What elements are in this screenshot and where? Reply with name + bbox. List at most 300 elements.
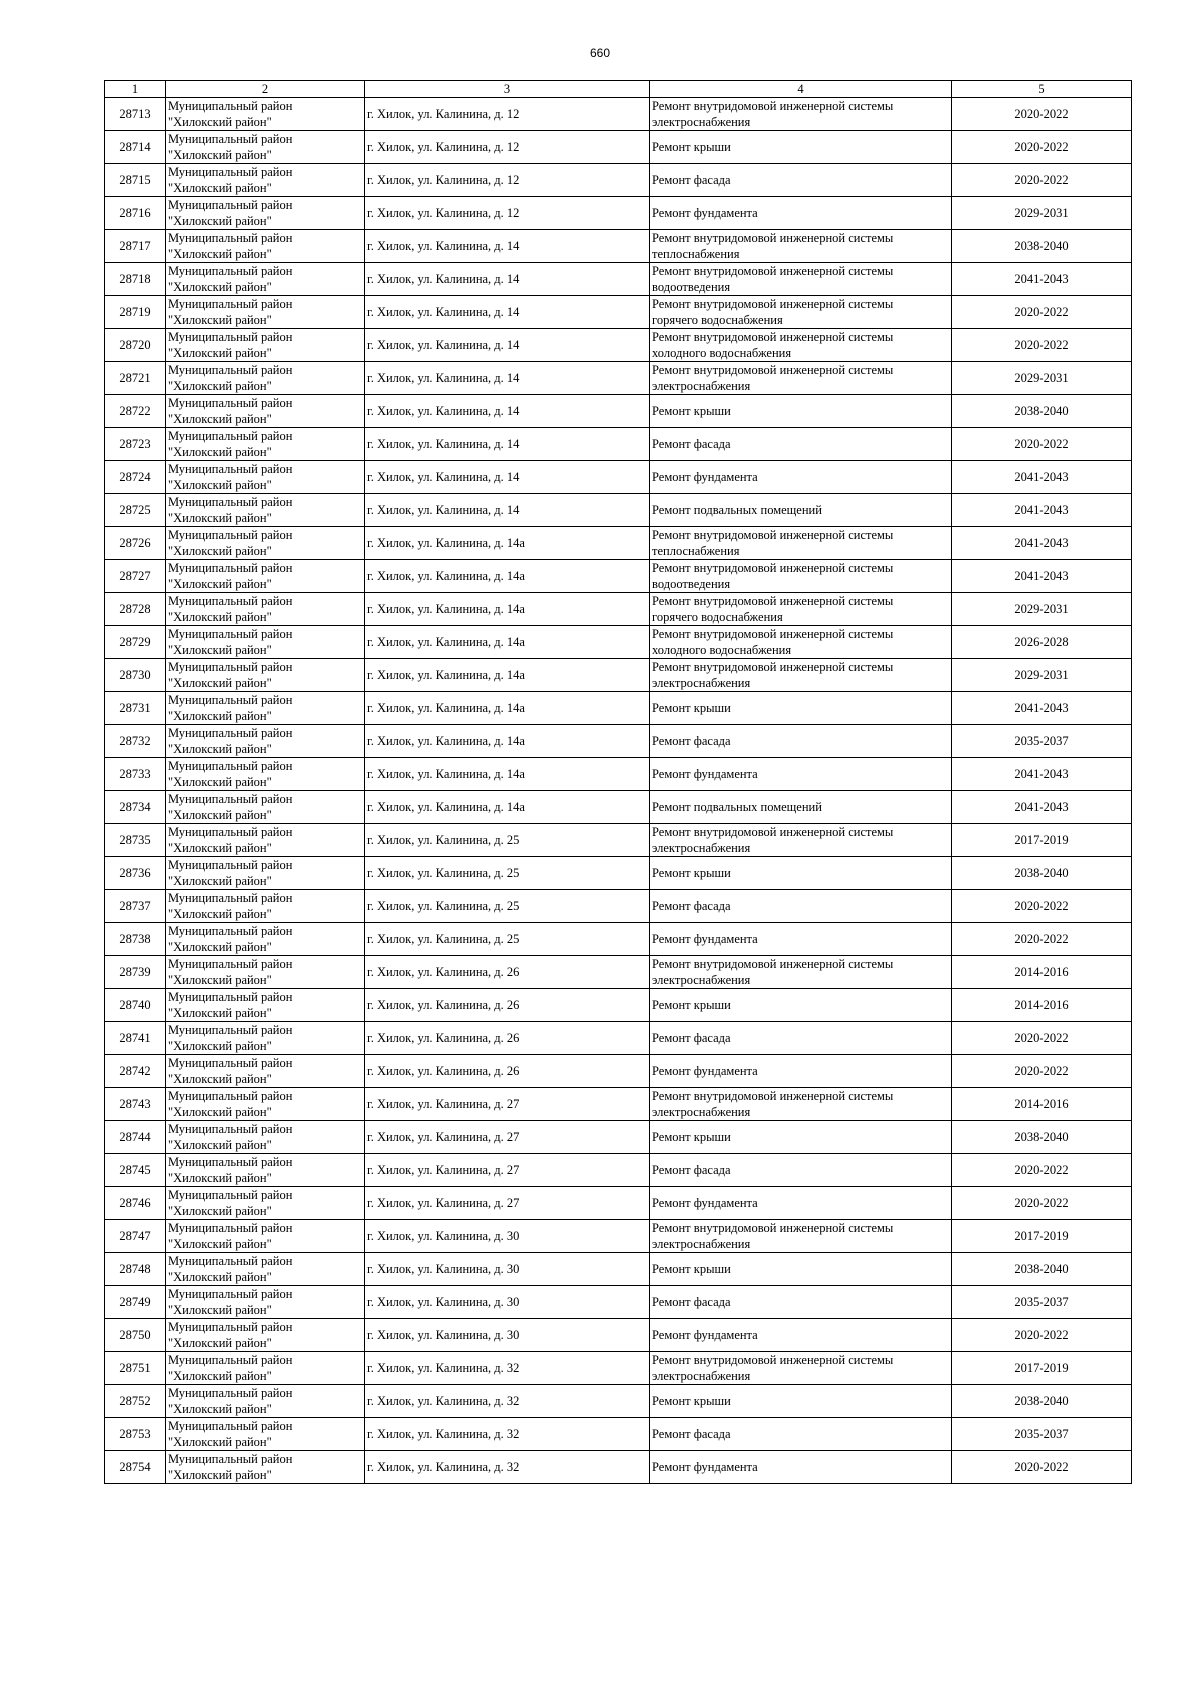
municipality-line: Муниципальный район	[168, 1386, 293, 1400]
municipality-line: Муниципальный район	[168, 495, 293, 509]
period-cell: 2041-2043	[952, 263, 1132, 296]
period-cell: 2041-2043	[952, 494, 1132, 527]
column-header: 2	[166, 81, 365, 98]
work-type-cell	[650, 1253, 952, 1286]
address-cell: г. Хилок, ул. Калинина, д. 32	[365, 1418, 650, 1451]
municipality-line: Муниципальный район	[168, 561, 293, 575]
period-cell: 2038-2040	[952, 230, 1132, 263]
municipality-line: "Хилокский район"	[168, 1270, 272, 1284]
column-number-row	[105, 81, 1132, 98]
table-row	[105, 593, 1132, 626]
column-header: 4	[650, 81, 952, 98]
period-cell: 2029-2031	[952, 197, 1132, 230]
municipality-line: "Хилокский район"	[168, 676, 272, 690]
municipality-line: Муниципальный район	[168, 1155, 293, 1169]
work-type-cell	[650, 1187, 952, 1220]
work-type-cell	[650, 824, 952, 857]
period-cell: 2020-2022	[952, 890, 1132, 923]
table-row	[105, 626, 1132, 659]
municipality-cell	[166, 230, 365, 263]
address-cell: г. Хилок, ул. Калинина, д. 12	[365, 164, 650, 197]
work-type-line: Ремонт крыши	[652, 1130, 731, 1144]
municipality-line: "Хилокский район"	[168, 775, 272, 789]
work-type-line: водоотведения	[652, 577, 731, 591]
address-cell: г. Хилок, ул. Калинина, д. 27	[365, 1088, 650, 1121]
work-type-cell	[650, 230, 952, 263]
municipality-line: "Хилокский район"	[168, 1138, 272, 1152]
municipality-line: Муниципальный район	[168, 1287, 293, 1301]
row-number-cell: 28750	[105, 1319, 166, 1352]
municipality-line: Муниципальный район	[168, 990, 293, 1004]
municipality-line: Муниципальный район	[168, 165, 293, 179]
municipality-line: Муниципальный район	[168, 825, 293, 839]
work-type-line: Ремонт фасада	[652, 1427, 731, 1441]
municipality-line: Муниципальный район	[168, 759, 293, 773]
row-number-cell: 28740	[105, 989, 166, 1022]
period-cell: 2020-2022	[952, 1319, 1132, 1352]
row-number-cell: 28751	[105, 1352, 166, 1385]
work-type-line: электроснабжения	[652, 841, 751, 855]
work-type-line: электроснабжения	[652, 1105, 751, 1119]
municipality-cell	[166, 428, 365, 461]
period-cell: 2041-2043	[952, 791, 1132, 824]
municipality-cell	[166, 1187, 365, 1220]
address-cell: г. Хилок, ул. Калинина, д. 32	[365, 1385, 650, 1418]
work-type-line: электроснабжения	[652, 1237, 751, 1251]
period-cell: 2029-2031	[952, 593, 1132, 626]
address-cell: г. Хилок, ул. Калинина, д. 14а	[365, 692, 650, 725]
municipality-line: "Хилокский район"	[168, 379, 272, 393]
work-type-cell	[650, 428, 952, 461]
work-type-line: холодного водоснабжения	[652, 346, 792, 360]
row-number-cell: 28752	[105, 1385, 166, 1418]
municipality-line: Муниципальный район	[168, 1419, 293, 1433]
municipality-line: "Хилокский район"	[168, 445, 272, 459]
period-cell: 2020-2022	[952, 1451, 1132, 1484]
municipality-line: Муниципальный район	[168, 858, 293, 872]
period-cell: 2038-2040	[952, 1253, 1132, 1286]
municipality-line: Муниципальный район	[168, 363, 293, 377]
work-type-line: Ремонт внутридомовой инженерной системы	[652, 561, 894, 575]
row-number-cell: 28738	[105, 923, 166, 956]
period-cell: 2026-2028	[952, 626, 1132, 659]
municipality-line: Муниципальный район	[168, 1221, 293, 1235]
work-type-cell	[650, 1286, 952, 1319]
work-type-line: Ремонт фасада	[652, 734, 731, 748]
municipality-cell	[166, 890, 365, 923]
address-cell: г. Хилок, ул. Калинина, д. 25	[365, 857, 650, 890]
municipality-line: "Хилокский район"	[168, 643, 272, 657]
table-row	[105, 1187, 1132, 1220]
municipality-line: Муниципальный район	[168, 1353, 293, 1367]
municipality-line: "Хилокский район"	[168, 247, 272, 261]
address-cell: г. Хилок, ул. Калинина, д. 27	[365, 1154, 650, 1187]
municipality-cell	[166, 98, 365, 131]
municipality-line: "Хилокский район"	[168, 610, 272, 624]
table-row	[105, 1352, 1132, 1385]
municipality-line: Муниципальный район	[168, 1122, 293, 1136]
row-number-cell: 28722	[105, 395, 166, 428]
work-type-line: Ремонт внутридомовой инженерной системы	[652, 330, 894, 344]
work-type-line: холодного водоснабжения	[652, 643, 792, 657]
municipality-cell	[166, 1121, 365, 1154]
address-cell: г. Хилок, ул. Калинина, д. 14а	[365, 791, 650, 824]
work-type-line: Ремонт крыши	[652, 404, 731, 418]
work-type-line: Ремонт фасада	[652, 1163, 731, 1177]
table-row	[105, 494, 1132, 527]
row-number-cell: 28714	[105, 131, 166, 164]
work-type-line: Ремонт фасада	[652, 1031, 731, 1045]
address-cell: г. Хилок, ул. Калинина, д. 14	[365, 329, 650, 362]
address-cell: г. Хилок, ул. Калинина, д. 14а	[365, 725, 650, 758]
work-type-line: Ремонт фасада	[652, 899, 731, 913]
column-header: 5	[952, 81, 1132, 98]
municipality-cell	[166, 791, 365, 824]
row-number-cell: 28744	[105, 1121, 166, 1154]
work-type-cell	[650, 1088, 952, 1121]
municipality-cell	[166, 1352, 365, 1385]
work-type-cell	[650, 461, 952, 494]
municipality-line: "Хилокский район"	[168, 280, 272, 294]
work-type-line: Ремонт крыши	[652, 140, 731, 154]
work-type-cell	[650, 890, 952, 923]
work-type-cell	[650, 1022, 952, 1055]
work-type-line: Ремонт внутридомовой инженерной системы	[652, 825, 894, 839]
period-cell: 2041-2043	[952, 692, 1132, 725]
municipality-cell	[166, 626, 365, 659]
period-cell: 2020-2022	[952, 296, 1132, 329]
work-type-cell	[650, 329, 952, 362]
period-cell: 2029-2031	[952, 659, 1132, 692]
work-type-line: Ремонт внутридомовой инженерной системы	[652, 627, 894, 641]
municipality-line: "Хилокский район"	[168, 841, 272, 855]
period-cell: 2014-2016	[952, 1088, 1132, 1121]
table-row	[105, 791, 1132, 824]
work-type-line: водоотведения	[652, 280, 731, 294]
municipality-line: Муниципальный район	[168, 693, 293, 707]
table-row	[105, 230, 1132, 263]
address-cell: г. Хилок, ул. Калинина, д. 14	[365, 230, 650, 263]
work-type-cell	[650, 1055, 952, 1088]
table-row	[105, 1022, 1132, 1055]
work-type-line: Ремонт фундамента	[652, 767, 758, 781]
period-cell: 2035-2037	[952, 1286, 1132, 1319]
municipality-cell	[166, 857, 365, 890]
work-type-cell	[650, 692, 952, 725]
address-cell: г. Хилок, ул. Калинина, д. 14а	[365, 593, 650, 626]
table-row	[105, 1121, 1132, 1154]
work-type-cell	[650, 1451, 952, 1484]
table-row	[105, 1253, 1132, 1286]
work-type-cell	[650, 197, 952, 230]
period-cell: 2020-2022	[952, 1154, 1132, 1187]
address-cell: г. Хилок, ул. Калинина, д. 30	[365, 1220, 650, 1253]
address-cell: г. Хилок, ул. Калинина, д. 26	[365, 989, 650, 1022]
municipality-cell	[166, 1088, 365, 1121]
municipality-line: Муниципальный район	[168, 627, 293, 641]
work-type-cell	[650, 1418, 952, 1451]
work-type-cell	[650, 956, 952, 989]
municipality-cell	[166, 923, 365, 956]
municipality-cell	[166, 1022, 365, 1055]
address-cell: г. Хилок, ул. Калинина, д. 26	[365, 1022, 650, 1055]
address-cell: г. Хилок, ул. Калинина, д. 14	[365, 395, 650, 428]
municipality-line: Муниципальный район	[168, 264, 293, 278]
row-number-cell: 28729	[105, 626, 166, 659]
row-number-cell: 28713	[105, 98, 166, 131]
period-cell: 2014-2016	[952, 956, 1132, 989]
work-type-cell	[650, 659, 952, 692]
table-row	[105, 1286, 1132, 1319]
municipality-line: "Хилокский район"	[168, 577, 272, 591]
period-cell: 2020-2022	[952, 131, 1132, 164]
work-type-line: Ремонт внутридомовой инженерной системы	[652, 594, 894, 608]
row-number-cell: 28725	[105, 494, 166, 527]
work-type-line: Ремонт крыши	[652, 701, 731, 715]
municipality-line: "Хилокский район"	[168, 907, 272, 921]
work-type-line: Ремонт внутридомовой инженерной системы	[652, 957, 894, 971]
address-cell: г. Хилок, ул. Калинина, д. 14	[365, 461, 650, 494]
address-cell: г. Хилок, ул. Калинина, д. 27	[365, 1187, 650, 1220]
work-type-line: Ремонт внутридомовой инженерной системы	[652, 1221, 894, 1235]
address-cell: г. Хилок, ул. Калинина, д. 32	[365, 1352, 650, 1385]
row-number-cell: 28717	[105, 230, 166, 263]
row-number-cell: 28728	[105, 593, 166, 626]
municipality-line: "Хилокский район"	[168, 214, 272, 228]
address-cell: г. Хилок, ул. Калинина, д. 27	[365, 1121, 650, 1154]
column-header: 1	[105, 81, 166, 98]
work-type-line: Ремонт крыши	[652, 866, 731, 880]
period-cell: 2014-2016	[952, 989, 1132, 1022]
work-type-line: Ремонт фундамента	[652, 470, 758, 484]
row-number-cell: 28735	[105, 824, 166, 857]
address-cell: г. Хилок, ул. Калинина, д. 32	[365, 1451, 650, 1484]
work-type-cell	[650, 989, 952, 1022]
row-number-cell: 28727	[105, 560, 166, 593]
municipality-line: "Хилокский район"	[168, 709, 272, 723]
municipality-cell	[166, 593, 365, 626]
municipality-line: "Хилокский район"	[168, 1468, 272, 1482]
work-type-line: горячего водоснабжения	[652, 610, 783, 624]
page-number: 660	[589, 46, 611, 60]
row-number-cell: 28721	[105, 362, 166, 395]
municipality-line: Муниципальный район	[168, 792, 293, 806]
address-cell: г. Хилок, ул. Калинина, д. 14	[365, 296, 650, 329]
table-row	[105, 164, 1132, 197]
period-cell: 2017-2019	[952, 1352, 1132, 1385]
table-row	[105, 725, 1132, 758]
municipality-cell	[166, 1319, 365, 1352]
period-cell: 2041-2043	[952, 560, 1132, 593]
municipality-line: "Хилокский район"	[168, 973, 272, 987]
municipality-line: Муниципальный район	[168, 330, 293, 344]
row-number-cell: 28741	[105, 1022, 166, 1055]
work-type-line: Ремонт внутридомовой инженерной системы	[652, 264, 894, 278]
municipality-line: Муниципальный район	[168, 1320, 293, 1334]
municipality-line: Муниципальный район	[168, 132, 293, 146]
row-number-cell: 28715	[105, 164, 166, 197]
municipality-line: "Хилокский район"	[168, 478, 272, 492]
municipality-cell	[166, 1154, 365, 1187]
table-row	[105, 296, 1132, 329]
work-type-line: Ремонт внутридомовой инженерной системы	[652, 363, 894, 377]
row-number-cell: 28719	[105, 296, 166, 329]
period-cell: 2029-2031	[952, 362, 1132, 395]
address-cell: г. Хилок, ул. Калинина, д. 12	[365, 98, 650, 131]
address-cell: г. Хилок, ул. Калинина, д. 14а	[365, 527, 650, 560]
municipality-line: "Хилокский район"	[168, 1237, 272, 1251]
row-number-cell: 28754	[105, 1451, 166, 1484]
work-type-line: Ремонт крыши	[652, 998, 731, 1012]
municipality-cell	[166, 164, 365, 197]
municipality-cell	[166, 527, 365, 560]
municipality-line: Муниципальный район	[168, 957, 293, 971]
row-number-cell: 28716	[105, 197, 166, 230]
municipality-line: "Хилокский район"	[168, 346, 272, 360]
work-type-cell	[650, 1154, 952, 1187]
period-cell: 2020-2022	[952, 1022, 1132, 1055]
work-type-line: горячего водоснабжения	[652, 313, 783, 327]
municipality-line: Муниципальный район	[168, 1452, 293, 1466]
table-row	[105, 1451, 1132, 1484]
work-type-line: Ремонт фундамента	[652, 1328, 758, 1342]
period-cell: 2020-2022	[952, 1187, 1132, 1220]
address-cell: г. Хилок, ул. Калинина, д. 14	[365, 428, 650, 461]
municipality-line: Муниципальный район	[168, 1089, 293, 1103]
table-row	[105, 1319, 1132, 1352]
municipality-line: "Хилокский район"	[168, 1072, 272, 1086]
work-type-line: электроснабжения	[652, 973, 751, 987]
municipality-cell	[166, 131, 365, 164]
municipality-line: Муниципальный район	[168, 429, 293, 443]
municipality-line: "Хилокский район"	[168, 181, 272, 195]
period-cell: 2020-2022	[952, 428, 1132, 461]
work-type-cell	[650, 395, 952, 428]
row-number-cell: 28733	[105, 758, 166, 791]
table-row	[105, 263, 1132, 296]
row-number-cell: 28743	[105, 1088, 166, 1121]
work-type-cell	[650, 98, 952, 131]
table-row	[105, 890, 1132, 923]
period-cell: 2020-2022	[952, 98, 1132, 131]
period-cell: 2017-2019	[952, 824, 1132, 857]
municipality-cell	[166, 1286, 365, 1319]
row-number-cell: 28724	[105, 461, 166, 494]
municipality-cell	[166, 296, 365, 329]
municipality-line: "Хилокский район"	[168, 742, 272, 756]
table-row	[105, 824, 1132, 857]
municipality-cell	[166, 263, 365, 296]
row-number-cell: 28726	[105, 527, 166, 560]
address-cell: г. Хилок, ул. Калинина, д. 25	[365, 824, 650, 857]
municipality-line: Муниципальный район	[168, 891, 293, 905]
municipality-cell	[166, 956, 365, 989]
table-row	[105, 758, 1132, 791]
work-type-line: Ремонт подвальных помещений	[652, 503, 822, 517]
table-row	[105, 659, 1132, 692]
municipality-line: Муниципальный район	[168, 726, 293, 740]
work-type-cell	[650, 1121, 952, 1154]
municipality-line: Муниципальный район	[168, 924, 293, 938]
period-cell: 2041-2043	[952, 527, 1132, 560]
work-type-cell	[650, 1220, 952, 1253]
work-type-line: Ремонт внутридомовой инженерной системы	[652, 231, 894, 245]
address-cell: г. Хилок, ул. Калинина, д. 14а	[365, 626, 650, 659]
municipality-cell	[166, 989, 365, 1022]
municipality-line: Муниципальный район	[168, 1254, 293, 1268]
table-row	[105, 395, 1132, 428]
address-cell: г. Хилок, ул. Калинина, д. 25	[365, 890, 650, 923]
row-number-cell: 28732	[105, 725, 166, 758]
address-cell: г. Хилок, ул. Калинина, д. 30	[365, 1286, 650, 1319]
work-type-line: электроснабжения	[652, 1369, 751, 1383]
work-type-line: Ремонт внутридомовой инженерной системы	[652, 297, 894, 311]
work-type-line: Ремонт фундамента	[652, 1064, 758, 1078]
work-type-line: Ремонт внутридомовой инженерной системы	[652, 660, 894, 674]
work-type-line: Ремонт фасада	[652, 1295, 731, 1309]
municipality-cell	[166, 659, 365, 692]
work-type-line: Ремонт фундамента	[652, 1196, 758, 1210]
work-type-cell	[650, 923, 952, 956]
municipality-line: "Хилокский район"	[168, 1303, 272, 1317]
work-type-cell	[650, 494, 952, 527]
table-row	[105, 197, 1132, 230]
municipality-cell	[166, 1055, 365, 1088]
address-cell: г. Хилок, ул. Калинина, д. 12	[365, 197, 650, 230]
period-cell: 2020-2022	[952, 923, 1132, 956]
municipality-line: Муниципальный район	[168, 99, 293, 113]
municipality-line: Муниципальный район	[168, 396, 293, 410]
municipality-line: "Хилокский район"	[168, 1336, 272, 1350]
address-cell: г. Хилок, ул. Калинина, д. 14а	[365, 560, 650, 593]
municipality-cell	[166, 1253, 365, 1286]
work-type-line: Ремонт фасада	[652, 173, 731, 187]
work-type-line: Ремонт фасада	[652, 437, 731, 451]
work-type-line: Ремонт фундамента	[652, 206, 758, 220]
row-number-cell: 28731	[105, 692, 166, 725]
municipality-cell	[166, 395, 365, 428]
work-type-line: электроснабжения	[652, 379, 751, 393]
address-cell: г. Хилок, ул. Калинина, д. 30	[365, 1253, 650, 1286]
municipality-line: Муниципальный район	[168, 462, 293, 476]
table-row	[105, 329, 1132, 362]
table-row	[105, 527, 1132, 560]
municipality-line: Муниципальный район	[168, 231, 293, 245]
period-cell: 2020-2022	[952, 164, 1132, 197]
period-cell: 2020-2022	[952, 329, 1132, 362]
municipality-line: "Хилокский район"	[168, 1204, 272, 1218]
period-cell: 2020-2022	[952, 1055, 1132, 1088]
work-type-line: Ремонт крыши	[652, 1262, 731, 1276]
work-type-line: Ремонт внутридомовой инженерной системы	[652, 528, 894, 542]
address-cell: г. Хилок, ул. Калинина, д. 14а	[365, 758, 650, 791]
row-number-cell: 28730	[105, 659, 166, 692]
work-type-cell	[650, 626, 952, 659]
municipality-line: Муниципальный район	[168, 297, 293, 311]
address-cell: г. Хилок, ул. Калинина, д. 26	[365, 1055, 650, 1088]
municipality-cell	[166, 725, 365, 758]
work-type-cell	[650, 164, 952, 197]
work-type-cell	[650, 527, 952, 560]
row-number-cell: 28742	[105, 1055, 166, 1088]
work-type-line: Ремонт крыши	[652, 1394, 731, 1408]
work-type-line: Ремонт подвальных помещений	[652, 800, 822, 814]
work-type-cell	[650, 263, 952, 296]
table-row	[105, 1385, 1132, 1418]
work-type-cell	[650, 1385, 952, 1418]
address-cell: г. Хилок, ул. Калинина, д. 12	[365, 131, 650, 164]
period-cell: 2035-2037	[952, 1418, 1132, 1451]
